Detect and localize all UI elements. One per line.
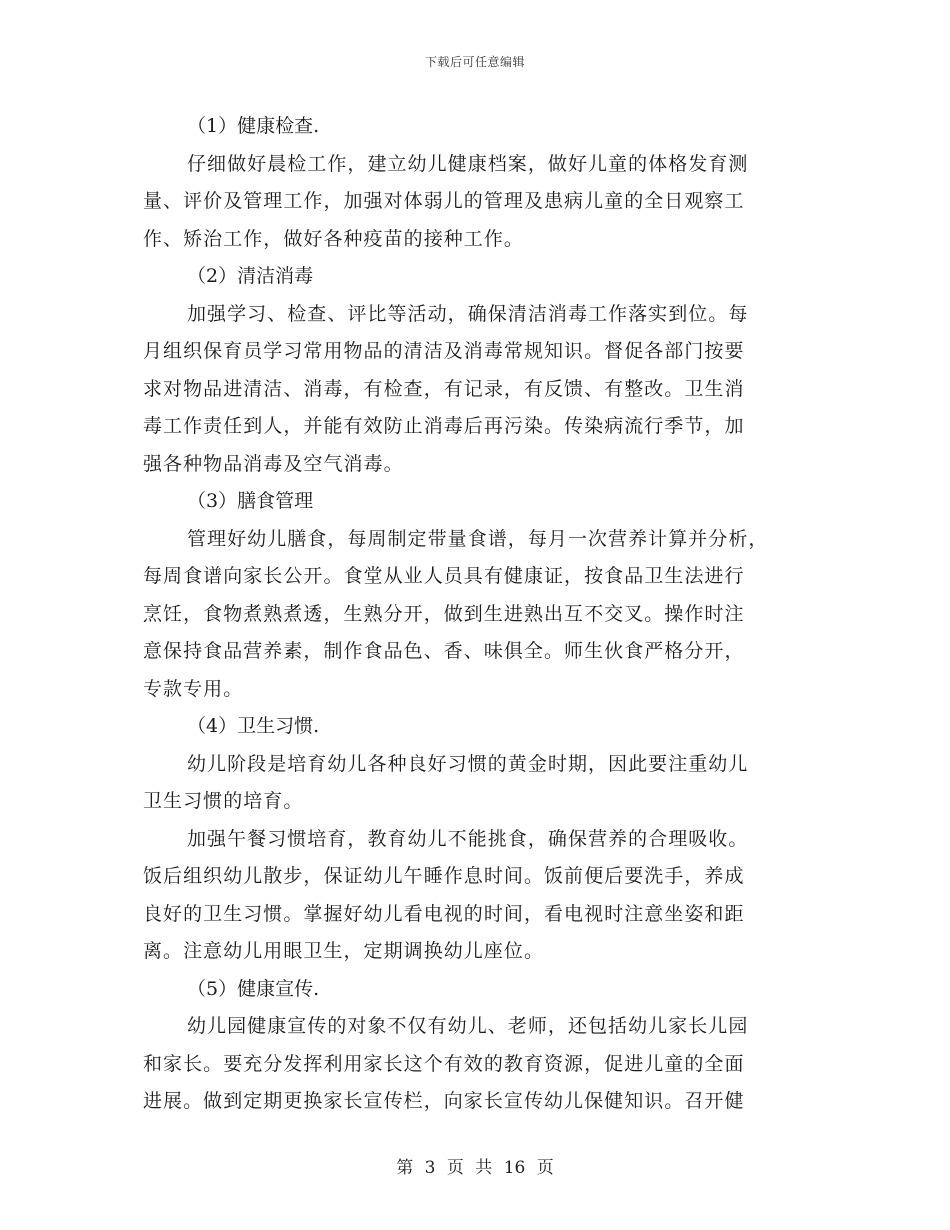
- paragraph-line: 卫生习惯的培育。: [143, 790, 304, 812]
- paragraph-line: 幼儿阶段是培育幼儿各种良好习惯的黄金时期，因此要注重幼儿: [187, 752, 749, 775]
- paragraph-line: 强各种物品消毒及空气消毒。: [143, 452, 404, 475]
- page-number: 第 3 页 共 16 页: [396, 1158, 554, 1178]
- paragraph-line: 良好的卫生习惯。掌握好幼儿看电视的时间，看电视时注意坐姿和距: [143, 902, 745, 925]
- paragraph-line: 每周食谱向家长公开。食堂从业人员具有健康证，按食品卫生法进行: [143, 565, 745, 587]
- paragraph-line: 意保持食品营养素，制作食品色、香、味俱全。师生伙食严格分开，: [143, 640, 745, 662]
- paragraph-line: 烹饪，食物煮熟煮透，生熟分开，做到生进熟出互不交叉。操作时注: [143, 602, 745, 625]
- section-heading: （2）清洁消毒: [187, 265, 314, 287]
- header-note: 下载后可任意编辑: [424, 55, 525, 69]
- paragraph-line: 专款专用。: [143, 677, 244, 700]
- paragraph-line: 幼儿园健康宣传的对象不仅有幼儿、老师，还包括幼儿家长儿园: [187, 1015, 749, 1037]
- paragraph-line: 加强学习、检查、评比等活动，确保清洁消毒工作落实到位。每: [187, 302, 749, 325]
- paragraph-line: 饭后组织幼儿散步，保证幼儿午睡作息时间。饭前便后要洗手，养成: [143, 865, 745, 887]
- paragraph-line: 毒工作责任到人，并能有效防止消毒后再污染。传染病流行季节，加: [143, 415, 745, 437]
- paragraph-line: 月组织保育员学习常用物品的清洁及消毒常规知识。督促各部门按要: [143, 340, 745, 362]
- section-heading: （3）膳食管理: [187, 490, 314, 512]
- paragraph-line: 管理好幼儿膳食，每周制定带量食谱，每月一次营养计算并分析，: [187, 527, 769, 550]
- paragraph-line: 进展。做到定期更换家长宣传栏，向家长宣传幼儿保健知识。召开健: [143, 1090, 745, 1112]
- section-heading: （4）卫生习惯.: [187, 715, 320, 737]
- section-heading: （1）健康检查.: [187, 115, 320, 137]
- paragraph-line: 仔细做好晨检工作，建立幼儿健康档案，做好儿童的体格发育测: [187, 152, 749, 175]
- paragraph-line: 量、评价及管理工作，加强对体弱儿的管理及患病儿童的全日观察工: [143, 190, 745, 212]
- paragraph-line: 求对物品进清洁、消毒，有检查，有记录，有反馈、有整改。卫生消: [143, 377, 745, 400]
- paragraph-line: 作、矫治工作，做好各种疫苗的接种工作。: [143, 227, 524, 250]
- document-body: [143, 108, 808, 1121]
- paragraph-line: 加强午餐习惯培育，教育幼儿不能挑食，确保营养的合理吸收。: [187, 827, 749, 850]
- paragraph-line: 和家长。要充分发挥利用家长这个有效的教育资源，促进儿童的全面: [143, 1052, 745, 1075]
- section-heading: （5）健康宣传.: [187, 977, 320, 1000]
- paragraph-line: 离。注意幼儿用眼卫生，定期调换幼儿座位。: [143, 940, 545, 962]
